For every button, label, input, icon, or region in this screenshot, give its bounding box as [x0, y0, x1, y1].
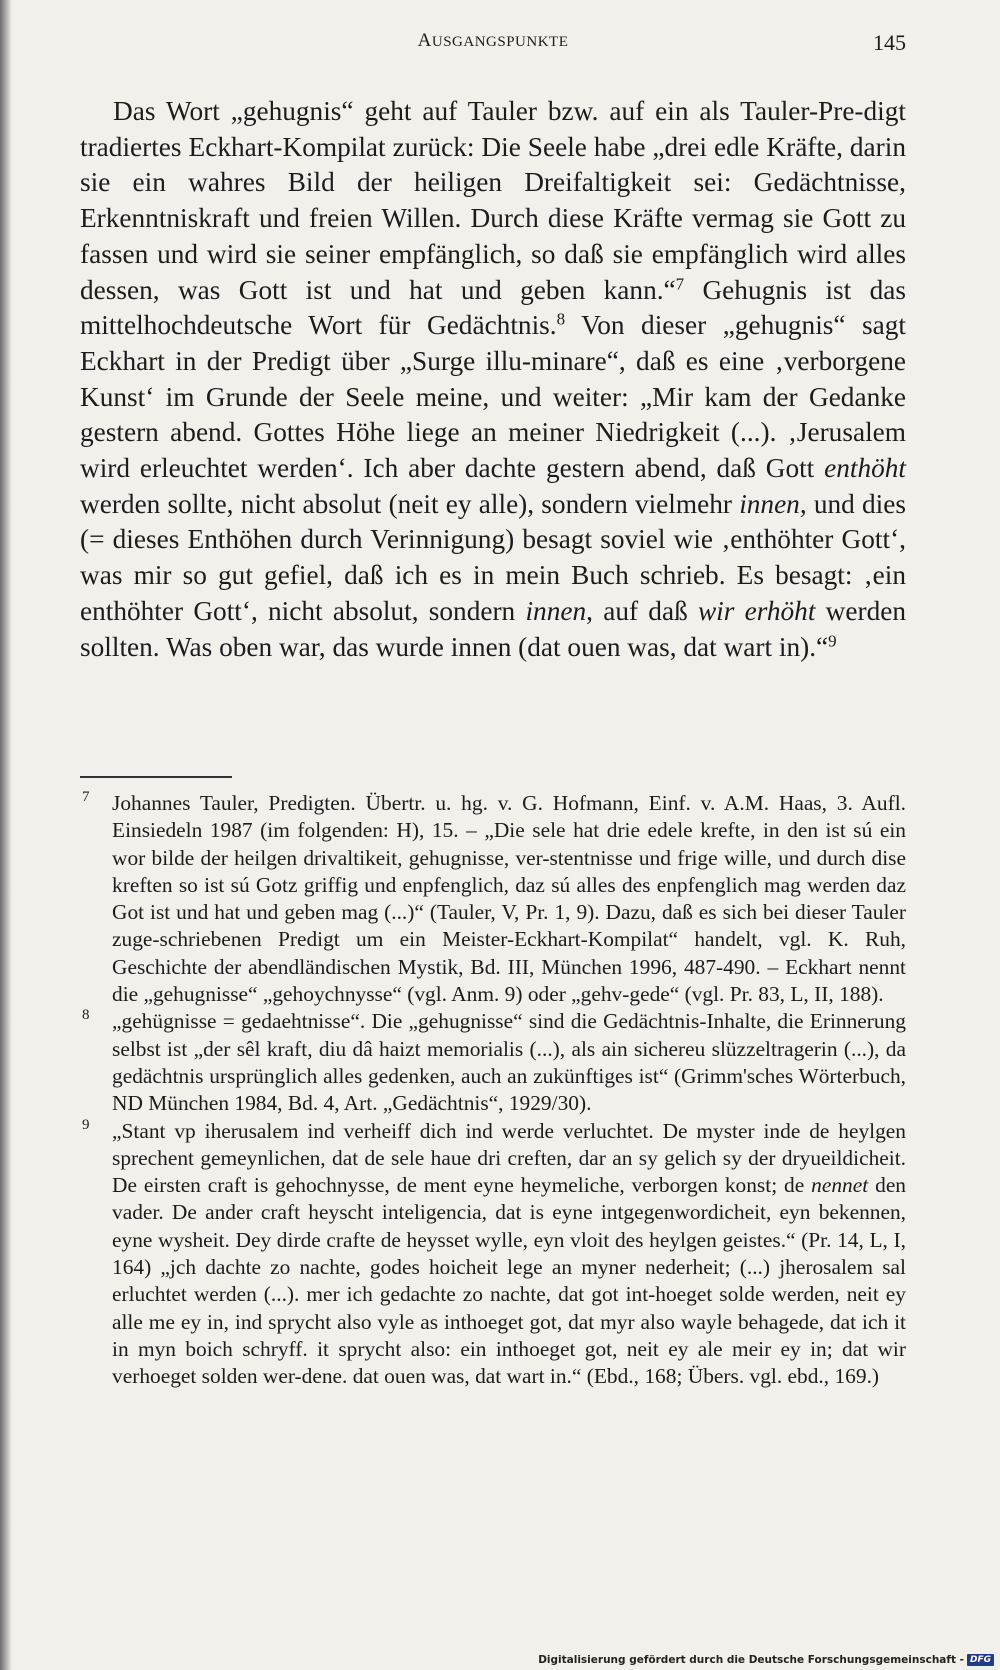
body-text-part: werden sollte, nicht absolut (neit ey alle), sondern vielmehr	[80, 488, 740, 519]
footnote-text: „gehügnisse = gedaehtnisse“. Die „gehugnisse“ sind die Gedächtnis-Inhalte, die Erinnerung selbst ist „der sêl kraft, diu dâ haizt memorialis (...), als ain sichereu slüzzeltragerin (...), da gedächtnis ursprünglich alles gedenken, auch an zukünftiges ist“ (Grimm'sches Wörterbuch, ND München 1984, Bd. 4, Art. „Gedächtnis“, 1929/30).	[112, 1009, 906, 1116]
body-italic: enthöht	[824, 453, 906, 484]
page-number: 145	[873, 30, 906, 55]
body-text-part: werden sollten. Was oben war, das wurde innen (dat ouen was, dat wart in).“	[80, 595, 907, 662]
footnote-ref-9: 9	[828, 631, 837, 651]
footnote-divider	[80, 776, 232, 778]
main-paragraph	[80, 94, 906, 665]
body-italic: wir erhöht	[697, 595, 816, 626]
footnote-text: „Stant vp iherusalem ind verheiff dich ind werde verluchtet. De myster inde de heylgen sprechent gemeynlichen, dat de sele haue dri creften, dar an sy gelich sy der dryueildicheit. De eirsten craft is gehochnysse, de ment eyne heymeliche, verborgen konst; de	[112, 1118, 906, 1198]
body-text-part: Das Wort „gehugnis“ geht auf Tauler bzw. auf ein als Tauler-Pre-digt tradiertes Eckhart-Kompilat zurück: Die Seele habe „drei edle Kräfte, darin sie ein wahres Bild der heiligen Dreifaltigkeit sei: Gedächtnisse, Erkenntniskraft und freien Willen. Durch diese Kräfte vermag sie Gott zu fassen und wird sie seiner empfänglich, so daß sie empfänglich wird alles dessen, was Gott ist und hat und geben kann.“	[80, 96, 906, 305]
running-title	[80, 30, 906, 52]
body-text-part: Gehugnis ist das mittelhochdeutsche Wort für Gedächtnis.	[80, 274, 906, 341]
running-title-rest: USGANGSPUNKTE	[431, 34, 569, 50]
body-italic: innen	[525, 595, 587, 626]
footnote-text: Johannes Tauler, Predigten. Übertr. u. hg. v. G. Hofmann, Einf. v. A.M. Haas, 3. Aufl. Einsiedeln 1987 (im folgenden: H), 15. – „Die sele hat drie edele krefte, in den ist sú ein wor bilde der heilgen drivaltikeit, gehugnisse, ver-stentnisse und frige wille, und durch dise kreften so ist sú Gotz griffig und enpfenglich, daz sú alles des enpfenglich mag werden daz Got ist und hat und geben mag (...)“ (Tauler, V, Pr. 1, 9). Dazu, daß es sich bei dieser Tauler zuge-schriebenen Predigt um ein Meister-Eckhart-Kompilat“ handelt, vgl. K. Ruh, Geschichte der abendländischen Mystik, Bd. III, München 1996, 487-490. – Eckhart nennt die „gehugnisse“ „gehoychnysse“ (vgl. Anm. 9) oder „gehv-gede“ (vgl. Pr. 83, L, II, 188).	[112, 791, 906, 1007]
footnote-ref-7: 7	[675, 274, 685, 294]
footnote-7	[80, 790, 906, 1008]
digitization-credit-text: Digitalisierung gefördert durch die Deutsche Forschungsgemeinschaft -	[538, 1654, 964, 1666]
footnote-ref-8: 8	[556, 309, 566, 329]
footnote-text: den vader. De ander craft heyscht inteligencia, dat is eyne intgegenwordicheit, eyn bekennen, eyne wysheit. Dey dirde crafte de heysset wylle, eyn vloit des heylgen geistes.“ (Pr. 14, L, I, 164) „jch dachte zo nachte, godes hoicheit lege an myner nederheit; (...) jherosalem sal erluchtet werden (...). mer ich gedachte zo nachte, dat got int-hoeget solde werden, neit ey alle me ey in, ind sprycht also vyle as inthoeget got, dat myr also wayle behagede, dat ich it in myn boich schryff. it sprycht also: ein inthoeget got, neit ey ale meir ey in; dat wir verhoeget solden wer-dene. dat ouen was, dat wart in.“ (Ebd., 168; Übers. vgl. ebd., 169.)	[112, 1173, 907, 1389]
body-text-part: Von dieser „gehugnis“ sagt Eckhart in der Predigt über „Surge illu-minare“, daß es eine ‚verborgene Kunst‘ im Grunde der Seele meine, und weiter: „Mir kam der Gedanke gestern abend. Gottes Höhe liege an meiner Niedrigkeit (...). ‚Jerusalem wird erleuchtet werden‘. Ich aber dachte gestern abend, daß Gott	[80, 310, 906, 484]
footnote-number: 8	[82, 1007, 90, 1024]
footnote-8	[80, 1008, 906, 1117]
dfg-logo: DFG	[967, 1654, 994, 1666]
footnote-number: 7	[82, 789, 90, 805]
footnote-number: 9	[82, 1116, 90, 1133]
body-text-part: , und dies (= dieses Enthöhen durch Verinnigung) besagt soviel wie ‚enthöhter Gott‘, was mir so gut gefiel, daß ich es in mein Buch schrieb. Es besagt: ‚ein enthöhter Gott‘, nicht absolut, sondern	[80, 488, 907, 626]
body-text-part: , auf daß	[586, 595, 698, 626]
body-italic: innen	[739, 488, 800, 519]
footnote-9	[80, 1118, 906, 1391]
digitization-credit	[538, 1654, 994, 1666]
page-header	[80, 30, 906, 60]
running-title-initial: A	[417, 30, 432, 51]
footnote-italic: nennet	[811, 1173, 869, 1198]
footnotes	[80, 790, 906, 1391]
